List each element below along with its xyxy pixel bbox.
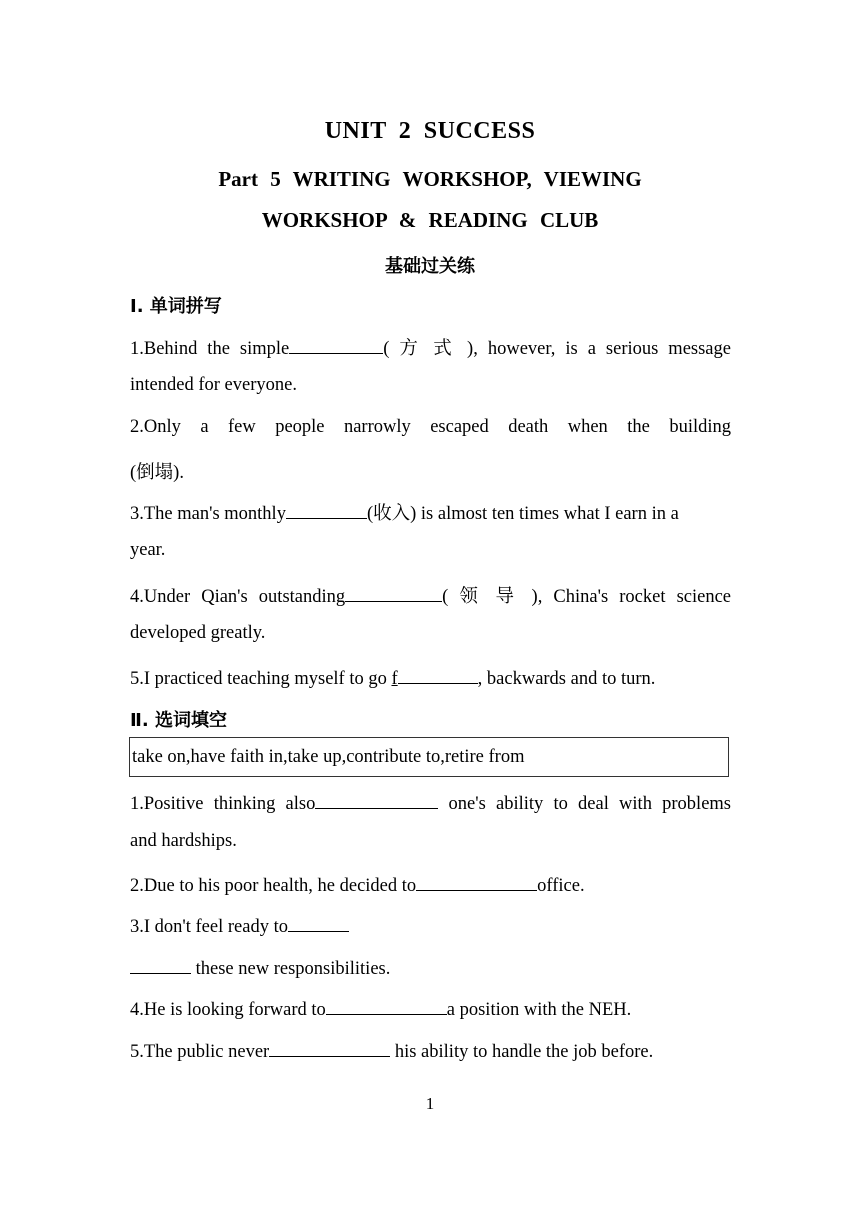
answer-blank[interactable] bbox=[289, 335, 383, 354]
answer-blank[interactable] bbox=[326, 996, 447, 1015]
section2-heading: Ⅱ. 选词填空 bbox=[130, 710, 227, 731]
answer-blank[interactable] bbox=[269, 1038, 390, 1057]
page-number: 1 bbox=[425, 1094, 435, 1113]
s1-question-1-line1 bbox=[130, 334, 731, 360]
s1-question-3-line2: year. bbox=[130, 540, 166, 560]
s2-question-5 bbox=[130, 1038, 731, 1063]
s1-q3-hint: (收入) is almost ten times what I earn in a bbox=[366, 504, 679, 524]
s1-q5-letter: f bbox=[391, 669, 398, 689]
s1-q1-text: 1.Behind the simple bbox=[130, 339, 290, 359]
answer-blank[interactable] bbox=[315, 790, 438, 809]
s2-q1-text: 1.Positive thinking also bbox=[130, 794, 316, 814]
section1-heading: Ⅰ. 单词拼写 bbox=[130, 296, 222, 317]
part-title-line1: Part 5 WRITING WORKSHOP, VIEWING bbox=[218, 167, 642, 191]
s1-question-1-line2: intended for everyone. bbox=[130, 375, 297, 395]
answer-blank[interactable] bbox=[398, 665, 478, 684]
s2-question-1-line2: and hardships. bbox=[130, 831, 237, 851]
word-bank-box bbox=[129, 737, 729, 777]
s2-q2-text: 2.Due to his poor health, he decided to bbox=[130, 876, 417, 896]
unit-title: UNIT 2 SUCCESS bbox=[324, 118, 536, 144]
s1-q4-hint: ( 领 导 ), China's rocket science bbox=[442, 587, 732, 607]
answer-blank[interactable] bbox=[288, 913, 349, 932]
section-subtitle: 基础过关练 bbox=[385, 256, 475, 277]
s2-q5-tail: his ability to handle the job before. bbox=[390, 1042, 654, 1062]
s2-q4-text: 4.He is looking forward to bbox=[130, 1000, 326, 1020]
s1-q4-text: 4.Under Qian's outstanding bbox=[130, 587, 346, 607]
s1-question-5 bbox=[130, 665, 731, 690]
s2-q2-tail: office. bbox=[537, 876, 585, 896]
answer-blank[interactable] bbox=[416, 872, 537, 891]
answer-blank[interactable] bbox=[286, 500, 367, 519]
s2-question-4 bbox=[130, 996, 731, 1021]
s1-question-4-line2: developed greatly. bbox=[130, 623, 266, 643]
s1-question-2-line2: (倒塌). bbox=[130, 463, 184, 483]
s1-q1-hint: ( 方 式 ), however, is a serious message bbox=[383, 339, 731, 359]
s1-question-3-line1 bbox=[130, 499, 731, 525]
s2-q1-tail: one's ability to deal with problems bbox=[438, 794, 731, 814]
s1-question-2-line1: 2.Only a few people narrowly escaped death when the building bbox=[130, 417, 731, 437]
s2-q4-tail: a position with the NEH. bbox=[446, 1000, 632, 1020]
word-bank-text: take on,have faith in,take up,contribute to,retire from bbox=[132, 747, 525, 767]
answer-blank[interactable] bbox=[345, 583, 442, 602]
s1-q3-text: 3.The man's monthly bbox=[130, 504, 286, 524]
s1-question-4-line1 bbox=[130, 582, 731, 608]
s2-q3-tail: these new responsibilities. bbox=[191, 959, 391, 979]
answer-blank[interactable] bbox=[130, 955, 191, 974]
s2-q5-text: 5.The public never bbox=[130, 1042, 270, 1062]
s2-question-3-line2 bbox=[130, 955, 731, 980]
s2-q3-text: 3.I don't feel ready to bbox=[130, 917, 288, 937]
s2-question-2 bbox=[130, 872, 731, 897]
s2-question-1-line1 bbox=[130, 790, 731, 815]
s1-q5-text: 5.I practiced teaching myself to go bbox=[130, 669, 392, 689]
s2-question-3-line1 bbox=[130, 913, 731, 938]
part-title-line2: WORKSHOP & READING CLUB bbox=[261, 208, 599, 232]
s1-q5-tail: , backwards and to turn. bbox=[477, 669, 656, 689]
